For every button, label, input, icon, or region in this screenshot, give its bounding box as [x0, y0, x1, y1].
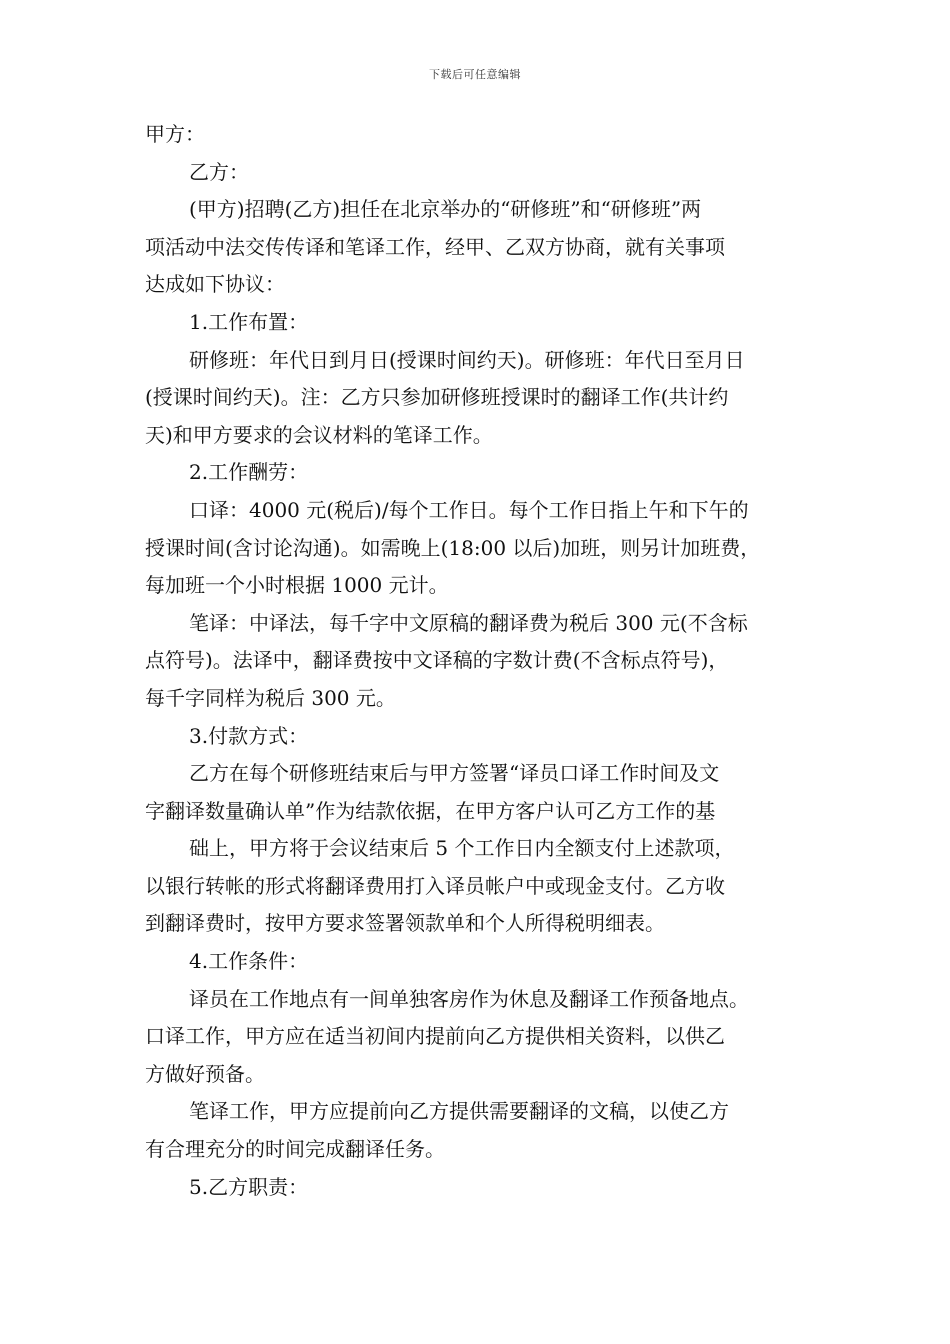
text-line: 乙方在每个研修班结束后与甲方签署“译员口译工作时间及文: [189, 761, 720, 786]
section-heading: 4.工作条件：: [189, 949, 309, 974]
page-header: 下载后可任意编辑: [429, 68, 521, 81]
text-line: 研修班：年代日到月日(授课时间约天)。研修班：年代日至月日: [189, 347, 745, 372]
text-line: 授课时间(含讨论沟通)。如需晚上(18:00 以后)加班，则另计加班费，: [145, 535, 761, 560]
text-line: 笔译工作，甲方应提前向乙方提供需要翻译的文稿，以使乙方: [189, 1099, 729, 1124]
text-line: 口译：4000 元(税后)/每个工作日。每个工作日指上午和下午的: [189, 497, 749, 522]
section-heading: 3.付款方式：: [189, 723, 309, 748]
text-line: 项活动中法交传传译和笔译工作，经甲、乙双方协商，就有关事项: [145, 234, 725, 259]
document-body: [145, 116, 810, 1206]
text-line: 点符号)。法译中，翻译费按中文译稿的字数计费(不含标点符号)，: [145, 648, 729, 673]
text-line: 口译工作，甲方应在适当初间内提前向乙方提供相关资料，以供乙: [145, 1024, 725, 1049]
section-heading: 2.工作酬劳：: [189, 460, 309, 485]
section-heading: 1.工作布置：: [189, 309, 309, 334]
text-line: 础上，甲方将于会议结束后 5 个工作日内全额支付上述款项，: [189, 836, 735, 861]
text-line: 达成如下协议：: [145, 272, 285, 297]
text-line: (甲方)招聘(乙方)担任在北京举办的“研修班”和“研修班”两: [189, 197, 702, 222]
text-line: 甲方：: [145, 122, 205, 146]
text-line: 每千字同样为税后 300 元。: [145, 685, 396, 710]
text-line: 笔译：中译法，每千字中文原稿的翻译费为税后 300 元(不含标: [189, 610, 748, 635]
text-line: 天)和甲方要求的会议材料的笔译工作。: [145, 422, 493, 447]
text-line: 方做好预备。: [145, 1061, 265, 1086]
section-heading: 5.乙方职责：: [189, 1174, 309, 1199]
text-line: 每加班一个小时根据 1000 元计。: [145, 573, 449, 598]
text-line: 有合理充分的时间完成翻译任务。: [145, 1137, 445, 1162]
text-line: 到翻译费时，按甲方要求签署领款单和个人所得税明细表。: [145, 911, 665, 936]
text-line: 以银行转帐的形式将翻译费用打入译员帐户中或现金支付。乙方收: [145, 873, 725, 898]
text-line: 字翻译数量确认单”作为结款依据，在甲方客户认可乙方工作的基: [145, 798, 716, 823]
text-line: (授课时间约天)。注：乙方只参加研修班授课时的翻译工作(共计约: [145, 385, 729, 410]
text-line: 译员在工作地点有一间单独客房作为休息及翻译工作预备地点。: [189, 986, 749, 1011]
text-line: 乙方：: [189, 159, 249, 184]
